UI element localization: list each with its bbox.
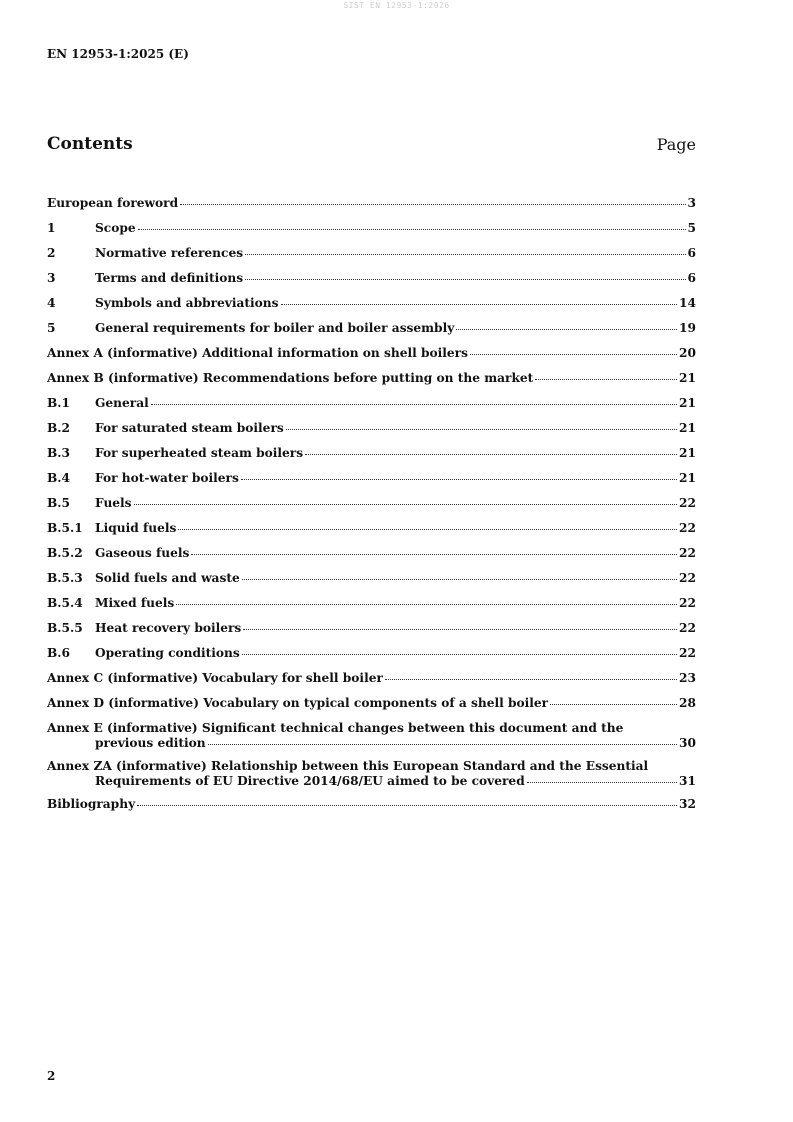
toc-entry[interactable]	[47, 721, 696, 751]
page-number: 2	[47, 1069, 56, 1083]
toc-entry-title: Annex D (informative) Vocabulary on typical components of a shell boiler	[47, 696, 549, 710]
toc-entry-title: Scope	[95, 221, 136, 235]
toc-entry-number: 1	[47, 221, 56, 235]
toc-entry-number: B.1	[47, 396, 71, 410]
dot-leader	[176, 601, 677, 605]
toc-entry-title: Operating conditions	[95, 646, 240, 660]
toc-entry-number: 2	[47, 246, 56, 260]
toc-entry-page: 22	[679, 621, 696, 635]
dot-leader	[286, 426, 677, 430]
toc-entry[interactable]	[47, 421, 696, 436]
page-column-heading: Page	[656, 135, 696, 154]
toc-entry-number: 5	[47, 321, 56, 335]
toc-entry-title: European foreword	[47, 196, 179, 210]
toc-entry-number: B.5.4	[47, 596, 83, 610]
toc-entry-title: Solid fuels and waste	[95, 571, 240, 585]
toc-entry-number: B.5.3	[47, 571, 83, 585]
dot-leader	[151, 401, 677, 405]
toc-entry-page: 23	[679, 671, 696, 685]
dot-leader	[245, 251, 685, 255]
toc-entry-page: 22	[679, 521, 696, 535]
toc-entry[interactable]	[47, 646, 696, 661]
dot-leader	[535, 376, 677, 380]
toc-entry-number: B.4	[47, 471, 71, 485]
toc-entry-number: 3	[47, 271, 56, 285]
toc-entry-title: Gaseous fuels	[95, 546, 190, 560]
toc-entry[interactable]	[47, 696, 696, 711]
dot-leader	[241, 476, 677, 480]
toc-entry[interactable]	[47, 671, 696, 686]
toc-entry[interactable]	[47, 396, 696, 411]
toc-entry-page: 6	[687, 246, 696, 260]
toc-entry-page: 30	[679, 736, 696, 750]
toc-entry-title: Bibliography	[47, 797, 136, 811]
toc-entry[interactable]	[47, 797, 696, 812]
toc-entry-title: Heat recovery boilers	[95, 621, 242, 635]
toc-entry[interactable]	[47, 546, 696, 561]
document-id: EN 12953-1:2025 (E)	[47, 47, 189, 61]
toc-entry-title: For hot-water boilers	[95, 471, 239, 485]
toc-entry-title: General	[95, 396, 149, 410]
toc-entry-title: Symbols and abbreviations	[95, 296, 279, 310]
toc-entry-number: B.6	[47, 646, 71, 660]
toc-entry[interactable]	[47, 621, 696, 636]
toc-entry[interactable]	[47, 221, 696, 236]
toc-entry[interactable]	[47, 521, 696, 536]
dot-leader	[208, 741, 677, 745]
toc-entry[interactable]	[47, 759, 696, 789]
toc-entry-page: 22	[679, 496, 696, 510]
toc-entry-page: 14	[679, 296, 696, 310]
watermark: SIST EN 12953-1:2026	[343, 1, 450, 10]
toc-entry-title: For superheated steam boilers	[95, 446, 304, 460]
toc-entry-title: General requirements for boiler and boiler assembly	[95, 321, 455, 335]
toc-entry[interactable]	[47, 296, 696, 311]
toc-entry-title: previous edition	[95, 736, 206, 750]
toc-entry-page: 21	[679, 421, 696, 435]
toc-entry-page: 28	[679, 696, 696, 710]
dot-leader	[137, 802, 677, 806]
toc-entry-page: 6	[687, 271, 696, 285]
dot-leader	[550, 701, 677, 705]
toc-entry-page: 22	[679, 596, 696, 610]
toc-entry-title: Normative references	[95, 246, 244, 260]
toc-entry-page: 19	[679, 321, 696, 335]
toc-entry-page: 21	[679, 371, 696, 385]
toc-entry-number: B.5.1	[47, 521, 83, 535]
dot-leader	[178, 526, 677, 530]
dot-leader	[242, 576, 677, 580]
toc-entry-title: Annex A (informative) Additional information on shell boilers	[47, 346, 468, 360]
toc-entry[interactable]	[47, 446, 696, 461]
toc-entry-page: 21	[679, 446, 696, 460]
toc-entry-number: B.5.2	[47, 546, 83, 560]
toc-entry-title: Terms and definitions	[95, 271, 244, 285]
dot-leader	[385, 676, 677, 680]
toc-entry[interactable]	[47, 571, 696, 586]
toc-entry-number: B.3	[47, 446, 71, 460]
toc-entry-title: Mixed fuels	[95, 596, 175, 610]
toc-entry[interactable]	[47, 196, 696, 211]
dot-leader	[527, 779, 677, 783]
dot-leader	[191, 551, 677, 555]
toc-entry-title: Liquid fuels	[95, 521, 177, 535]
dot-leader	[134, 501, 677, 505]
toc-entry-page: 5	[687, 221, 696, 235]
toc-entry[interactable]	[47, 271, 696, 286]
toc-entry[interactable]	[47, 371, 696, 386]
toc-entry-page: 22	[679, 546, 696, 560]
toc-entry-title: Requirements of EU Directive 2014/68/EU aimed to be covered	[95, 774, 525, 788]
toc-entry-number: B.2	[47, 421, 71, 435]
toc-entry[interactable]	[47, 321, 696, 336]
toc-entry-title: For saturated steam boilers	[95, 421, 284, 435]
toc-entry[interactable]	[47, 471, 696, 486]
toc-entry-title: Annex E (informative) Significant technical changes between this document and the	[47, 721, 624, 735]
toc-entry[interactable]	[47, 346, 696, 361]
toc-entry-page: 21	[679, 471, 696, 485]
dot-leader	[242, 651, 677, 655]
dot-leader	[243, 626, 677, 630]
toc-entry-page: 31	[679, 774, 696, 788]
dot-leader	[180, 201, 685, 205]
table-of-contents	[47, 196, 696, 822]
dot-leader	[456, 326, 677, 330]
toc-entry-title: Annex ZA (informative) Relationship between this European Standard and the Essential	[47, 759, 649, 773]
dot-leader	[138, 226, 686, 230]
toc-entry-page: 3	[687, 196, 696, 210]
toc-entry[interactable]	[47, 496, 696, 511]
toc-entry[interactable]	[47, 596, 696, 611]
toc-entry-number: B.5.5	[47, 621, 83, 635]
dot-leader	[281, 301, 678, 305]
toc-entry-title: Fuels	[95, 496, 132, 510]
contents-heading: Contents	[47, 134, 133, 154]
dot-leader	[245, 276, 685, 280]
toc-entry[interactable]	[47, 246, 696, 261]
toc-entry-title: Annex C (informative) Vocabulary for shell boiler	[47, 671, 383, 685]
toc-entry-page: 21	[679, 396, 696, 410]
toc-entry-number: B.5	[47, 496, 71, 510]
toc-entry-page: 32	[679, 797, 696, 811]
toc-entry-page: 22	[679, 571, 696, 585]
toc-entry-page: 22	[679, 646, 696, 660]
dot-leader	[470, 351, 677, 355]
toc-entry-number: 4	[47, 296, 56, 310]
dot-leader	[305, 451, 677, 455]
toc-entry-page: 20	[679, 346, 696, 360]
toc-entry-title: Annex B (informative) Recommendations before putting on the market	[47, 371, 534, 385]
